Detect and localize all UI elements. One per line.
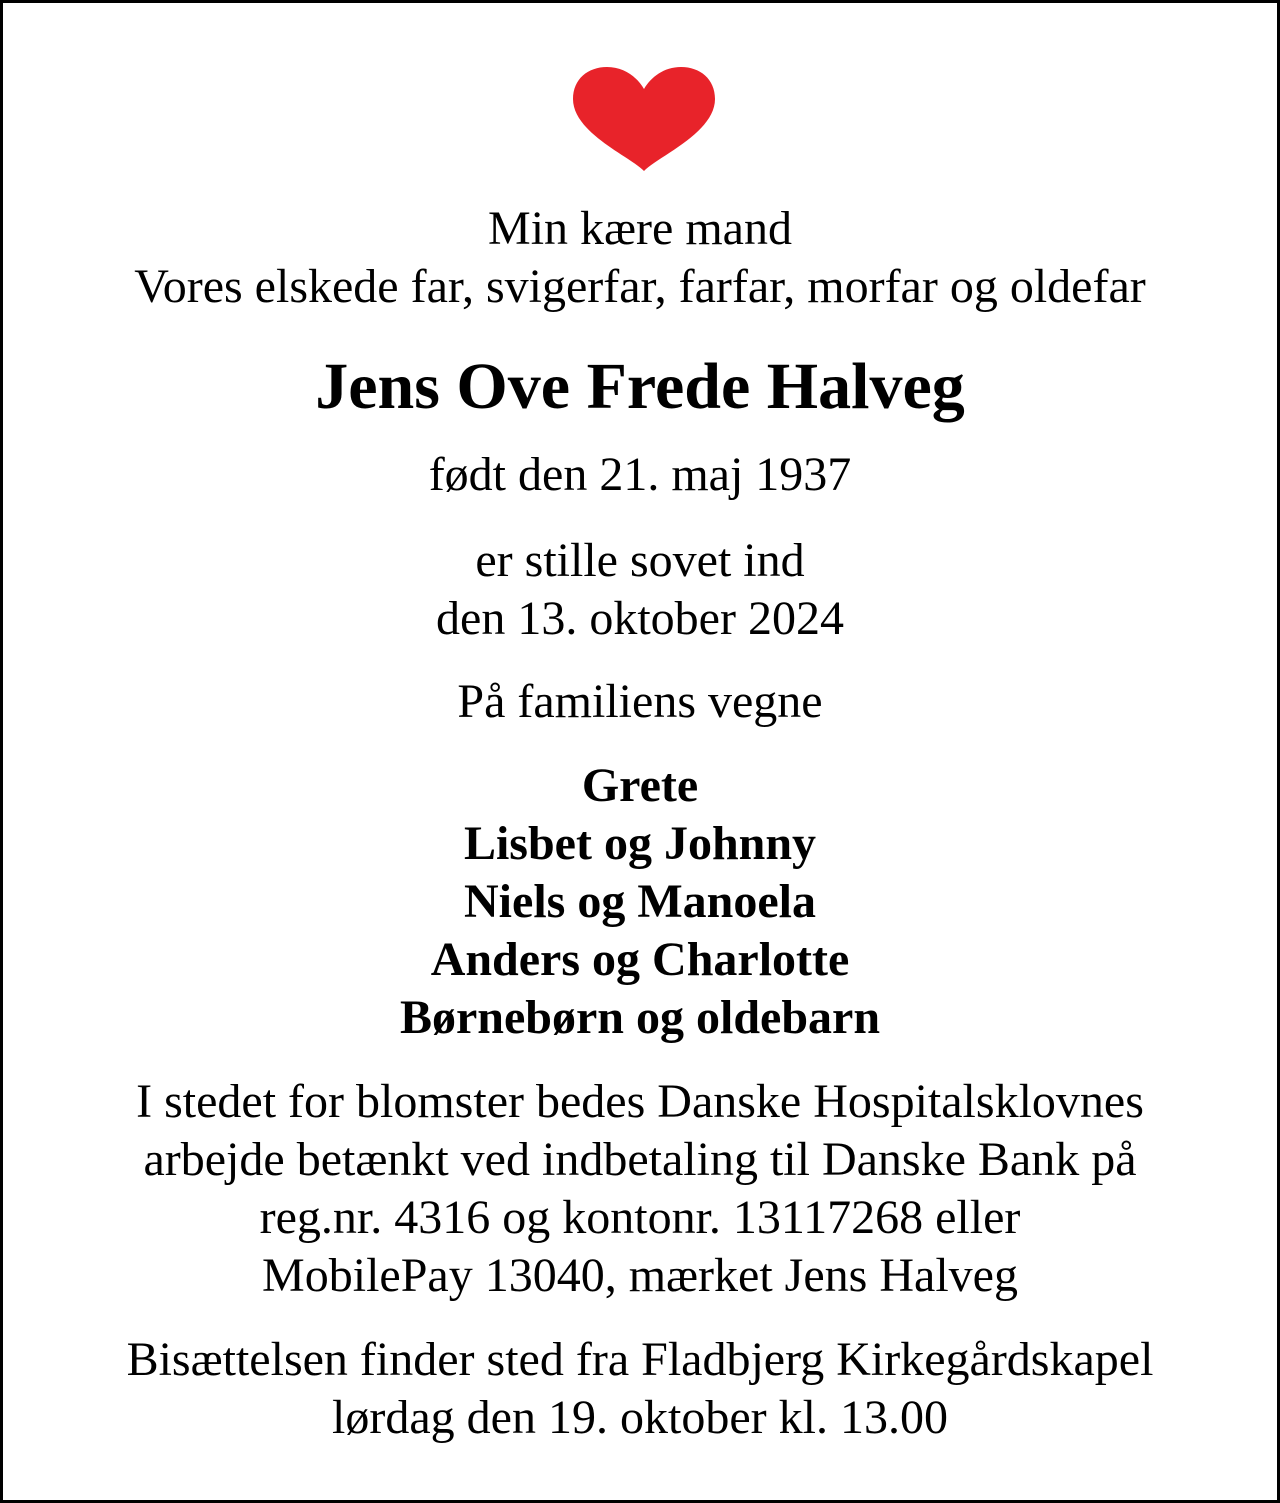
funeral-line: Bisættelsen finder sted fra Fladbjerg Kirkegårdskapel <box>126 1333 1154 1386</box>
donation-line: I stedet for blomster bedes Danske Hospitalsklovnes <box>136 1075 1144 1128</box>
family-member: Lisbet og Johnny <box>463 817 817 870</box>
passing-line-2: den 13. oktober 2024 <box>436 592 844 645</box>
family-member: Børnebørn og oldebarn <box>399 991 881 1044</box>
on-behalf-line: På familiens vegne <box>457 675 823 728</box>
heart-icon <box>571 67 717 171</box>
donation-line: MobilePay 13040, mærket Jens Halveg <box>262 1249 1018 1302</box>
donation-line: reg.nr. 4316 og kontonr. 13117268 eller <box>259 1191 1021 1244</box>
family-member: Anders og Charlotte <box>430 933 850 986</box>
family-member: Grete <box>581 759 699 812</box>
funeral-line: lørdag den 19. oktober kl. 13.00 <box>332 1391 948 1444</box>
intro-line-1: Min kære mand <box>488 202 792 255</box>
donation-line: arbejde betænkt ved indbetaling til Danske Bank på <box>143 1133 1137 1186</box>
intro-line-2: Vores elskede far, svigerfar, farfar, morfar og oldefar <box>134 260 1146 313</box>
birth-date: født den 21. maj 1937 <box>428 448 852 501</box>
passing-line-1: er stille sovet ind <box>475 534 805 587</box>
deceased-name: Jens Ove Frede Halveg <box>315 350 965 423</box>
family-member: Niels og Manoela <box>464 875 816 928</box>
